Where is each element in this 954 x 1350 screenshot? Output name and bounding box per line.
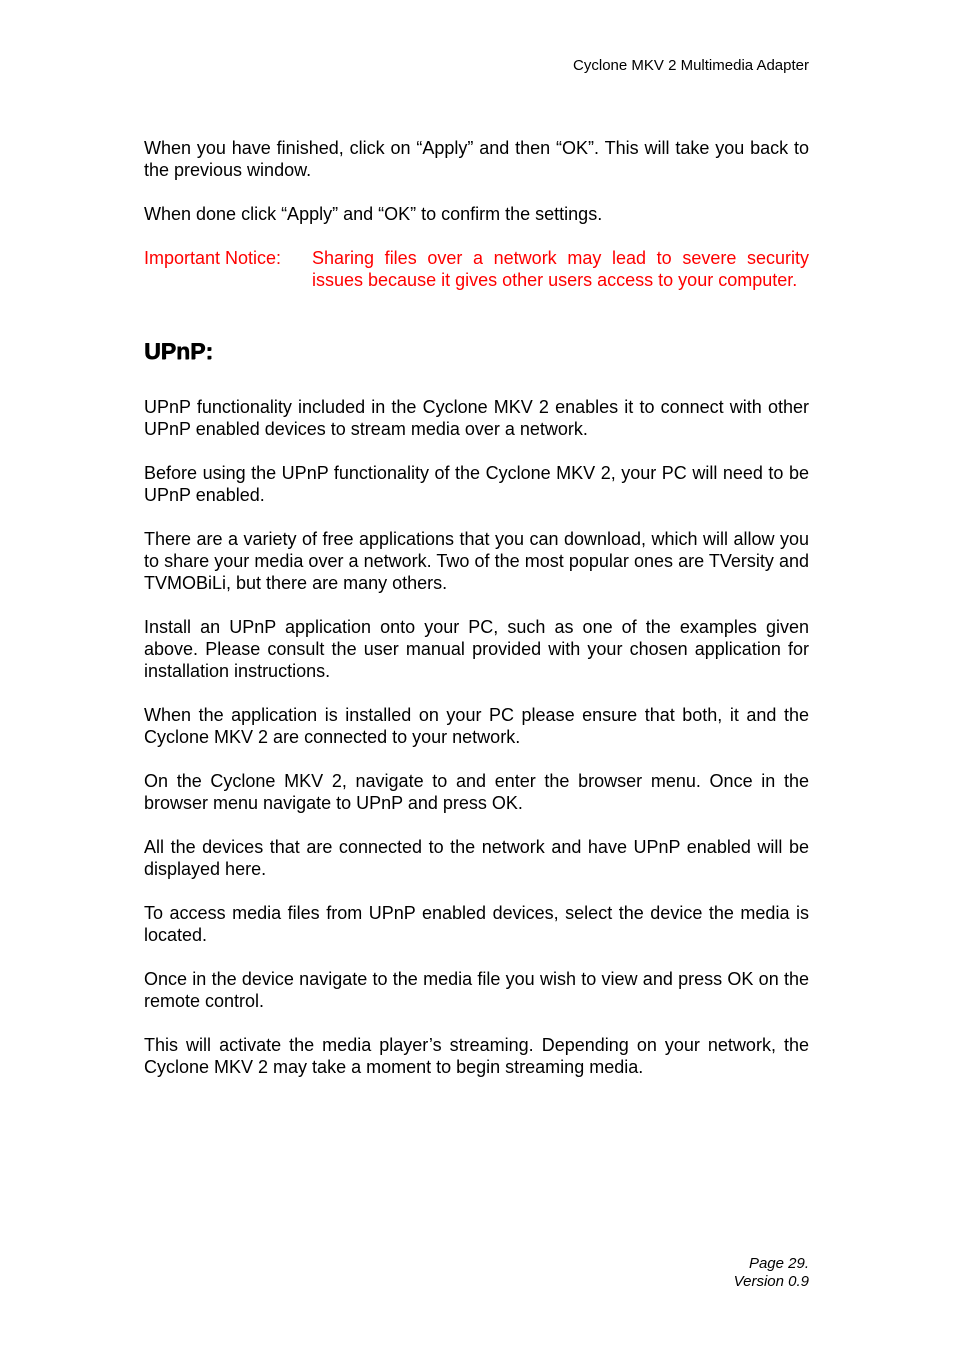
paragraph: Install an UPnP application onto your PC, such as one of the examples given above. Please consult the user manual provided with your chosen application for installation instructions. bbox=[144, 617, 809, 681]
page-footer bbox=[734, 1255, 809, 1291]
page-number: Page 29. bbox=[748, 1255, 809, 1272]
paragraph: Once in the device navigate to the media file you wish to view and press OK on the remote control. bbox=[144, 969, 809, 1011]
paragraph: When done click “Apply” and “OK” to confirm the settings. bbox=[144, 204, 603, 224]
version-label: Version 0.9 bbox=[733, 1273, 809, 1290]
paragraph: To access media files from UPnP enabled devices, select the device the media is located. bbox=[144, 903, 809, 945]
notice-label: Important Notice: bbox=[144, 248, 282, 268]
paragraph: There are a variety of free applications that you can download, which will allow you to share your media over a network. Two of the most popular ones are TVersity and TVMOBiLi, but there are many others. bbox=[144, 529, 809, 593]
paragraph: When the application is installed on your PC please ensure that both, it and the Cyclone MKV 2 are connected to your network. bbox=[144, 705, 809, 747]
notice-text: Sharing files over a network may lead to severe security issues because it gives other users access to your computer. bbox=[312, 248, 809, 290]
paragraph: On the Cyclone MKV 2, navigate to and enter the browser menu. Once in the browser menu navigate to UPnP and press OK. bbox=[144, 771, 809, 813]
paragraph: UPnP functionality included in the Cyclone MKV 2 enables it to connect with other UPnP enabled devices to stream media over a network. bbox=[144, 397, 809, 439]
paragraph: This will activate the media player’s streaming. Depending on your network, the Cyclone MKV 2 may take a moment to begin streaming media. bbox=[144, 1035, 809, 1077]
paragraph: When you have finished, click on “Apply” and then “OK”. This will take you back to the previous window. bbox=[144, 138, 809, 180]
page-header: Cyclone MKV 2 Multimedia Adapter bbox=[573, 57, 809, 74]
document-body bbox=[144, 137, 809, 1100]
important-notice bbox=[144, 247, 809, 291]
section-heading: UPnP: bbox=[144, 338, 213, 364]
paragraph: Before using the UPnP functionality of the Cyclone MKV 2, your PC will need to be UPnP enabled. bbox=[144, 463, 809, 505]
paragraph: All the devices that are connected to the network and have UPnP enabled will be displayed here. bbox=[144, 837, 809, 879]
